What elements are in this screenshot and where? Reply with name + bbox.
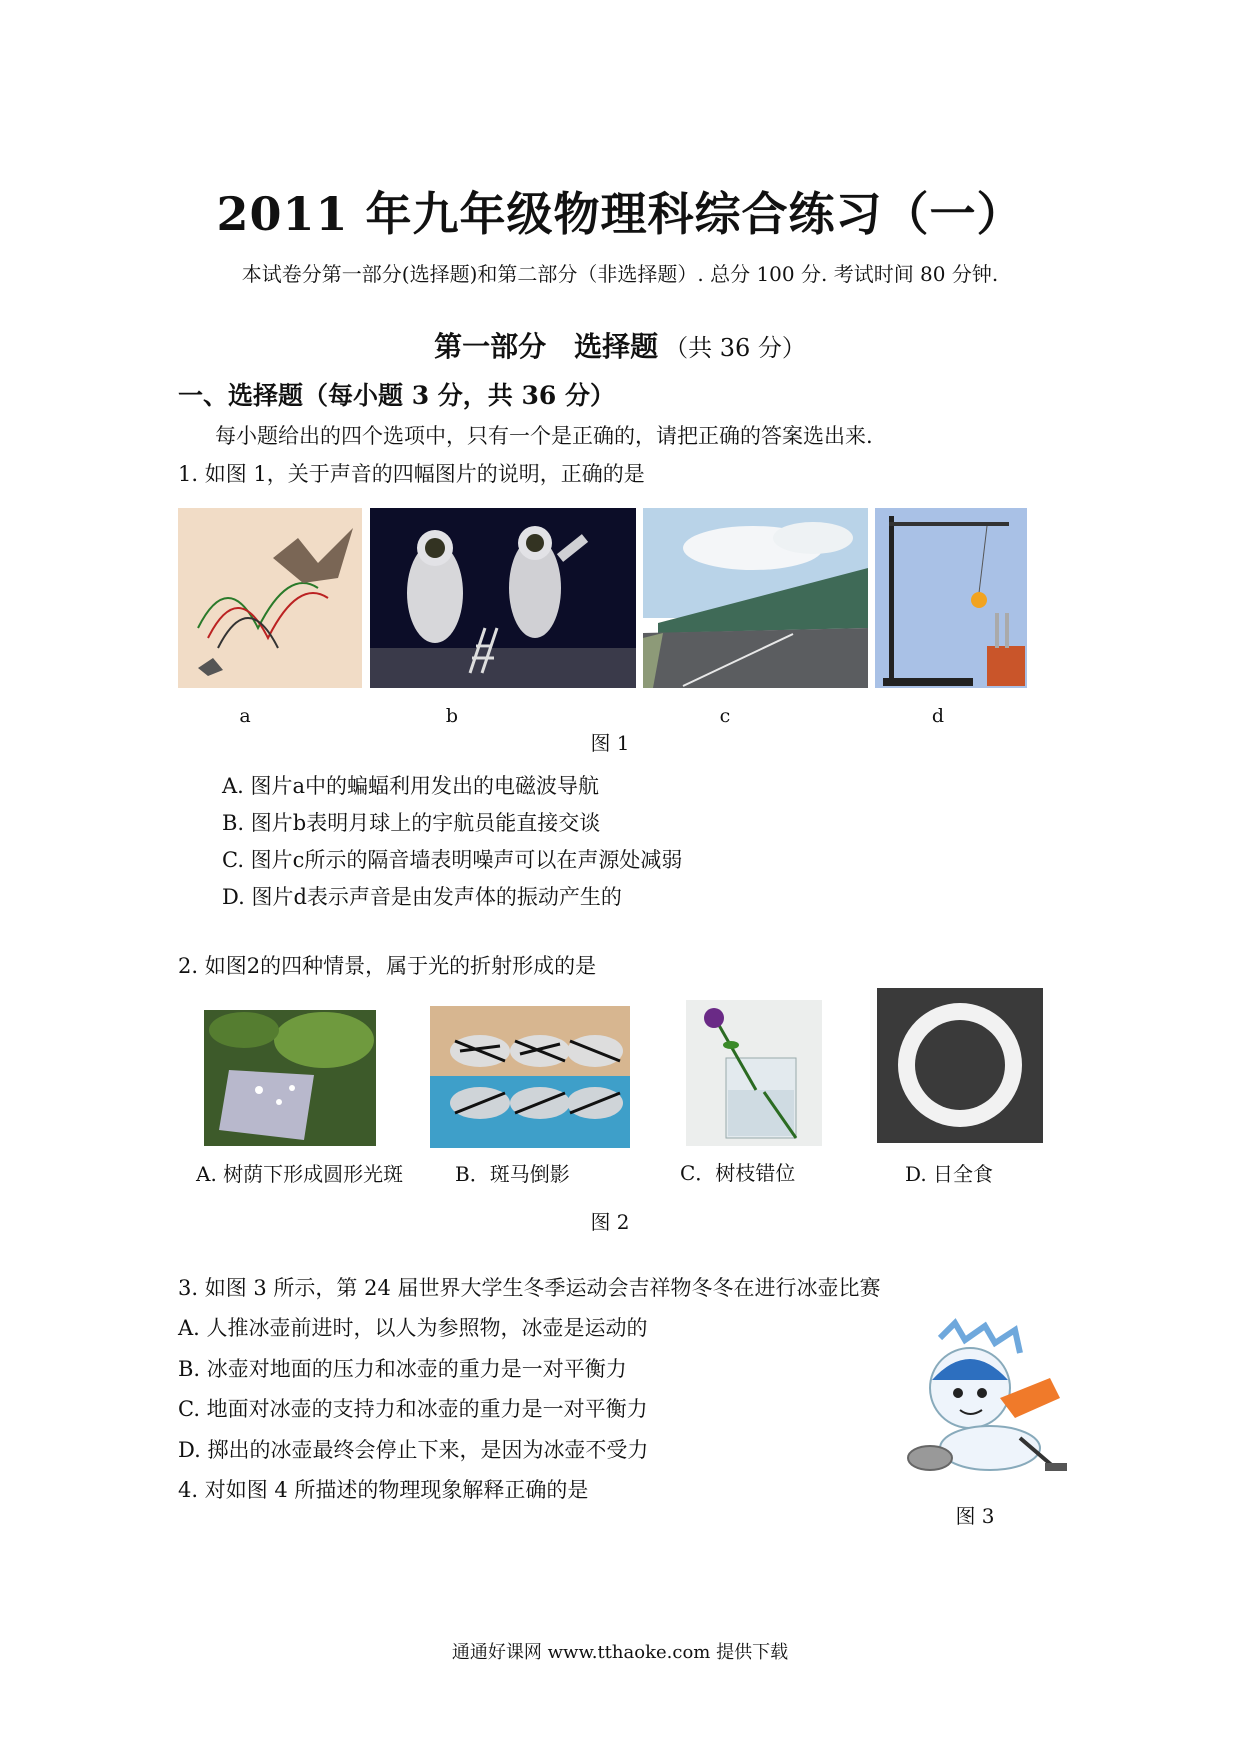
q1-option-c: C. 图片c所示的隔音墙表明噪声可以在声源处减弱 bbox=[222, 848, 683, 872]
section-heading: 一、选择题（每小题 3 分，共 36 分） bbox=[178, 381, 616, 410]
q1-label-b: b bbox=[445, 705, 459, 727]
curling-mascot-image bbox=[900, 1318, 1070, 1486]
zebra-reflection-image bbox=[430, 1006, 630, 1148]
q4-stem: 4. 对如图 4 所描述的物理现象解释正确的是 bbox=[178, 1478, 589, 1502]
q1-label-d: d bbox=[931, 705, 945, 727]
q2-label-a: A. 树荫下形成圆形光斑 bbox=[196, 1162, 404, 1186]
bat-image bbox=[178, 508, 362, 688]
q2-label-b: B．斑马倒影 bbox=[455, 1162, 570, 1186]
page-title: 2011 年九年级物理科综合练习（一） bbox=[216, 187, 1024, 241]
q1-label-a: a bbox=[239, 705, 251, 727]
figure-3-caption: 图 3 bbox=[955, 1504, 995, 1528]
q3-option-c: C. 地面对冰壶的支持力和冰壶的重力是一对平衡力 bbox=[178, 1397, 648, 1421]
part-main: 第一部分 选择题 bbox=[434, 330, 659, 363]
q3-stem: 3. 如图 3 所示，第 24 届世界大学生冬季运动会吉祥物冬冬在进行冰壶比赛 bbox=[178, 1276, 881, 1300]
q1-stem: 1. 如图 1，关于声音的四幅图片的说明，正确的是 bbox=[178, 462, 645, 486]
tree-shade-light-spots-image bbox=[204, 1010, 376, 1146]
sound-barrier-wall-image bbox=[643, 508, 868, 688]
q1-label-c: c bbox=[719, 705, 731, 727]
branch-in-water-image bbox=[686, 1000, 822, 1146]
q1-option-d: D. 图片d表示声音是由发声体的振动产生的 bbox=[222, 885, 622, 909]
tuning-fork-image bbox=[875, 508, 1027, 688]
part-heading bbox=[0, 325, 1240, 365]
q1-option-b: B. 图片b表明月球上的宇航员能直接交谈 bbox=[222, 811, 601, 835]
astronauts-image bbox=[370, 508, 636, 688]
figure-2-caption: 图 2 bbox=[590, 1210, 630, 1234]
q2-stem: 2. 如图2的四种情景，属于光的折射形成的是 bbox=[178, 954, 597, 978]
q1-option-a: A. 图片a中的蝙蝠利用发出的电磁波导航 bbox=[222, 774, 600, 798]
instruction: 每小题给出的四个选项中，只有一个是正确的，请把正确的答案选出来. bbox=[215, 424, 873, 448]
q2-label-c: C．树枝错位 bbox=[680, 1161, 796, 1185]
exam-intro: 本试卷分第一部分(选择题)和第二部分（非选择题）. 总分 100 分. 考试时间 80 分钟. bbox=[241, 262, 999, 286]
q3-option-b: B. 冰壶对地面的压力和冰壶的重力是一对平衡力 bbox=[178, 1357, 627, 1381]
part-sub: （共 36 分） bbox=[664, 334, 806, 362]
footer-source: 通通好课网 www.tthaoke.com 提供下载 bbox=[451, 1642, 789, 1663]
figure-1-caption: 图 1 bbox=[590, 731, 630, 755]
q2-label-d: D. 日全食 bbox=[905, 1162, 994, 1186]
solar-eclipse-image bbox=[877, 988, 1043, 1143]
q3-option-a: A. 人推冰壶前进时，以人为参照物，冰壶是运动的 bbox=[178, 1316, 648, 1340]
q3-option-d: D. 掷出的冰壶最终会停止下来，是因为冰壶不受力 bbox=[178, 1438, 649, 1462]
